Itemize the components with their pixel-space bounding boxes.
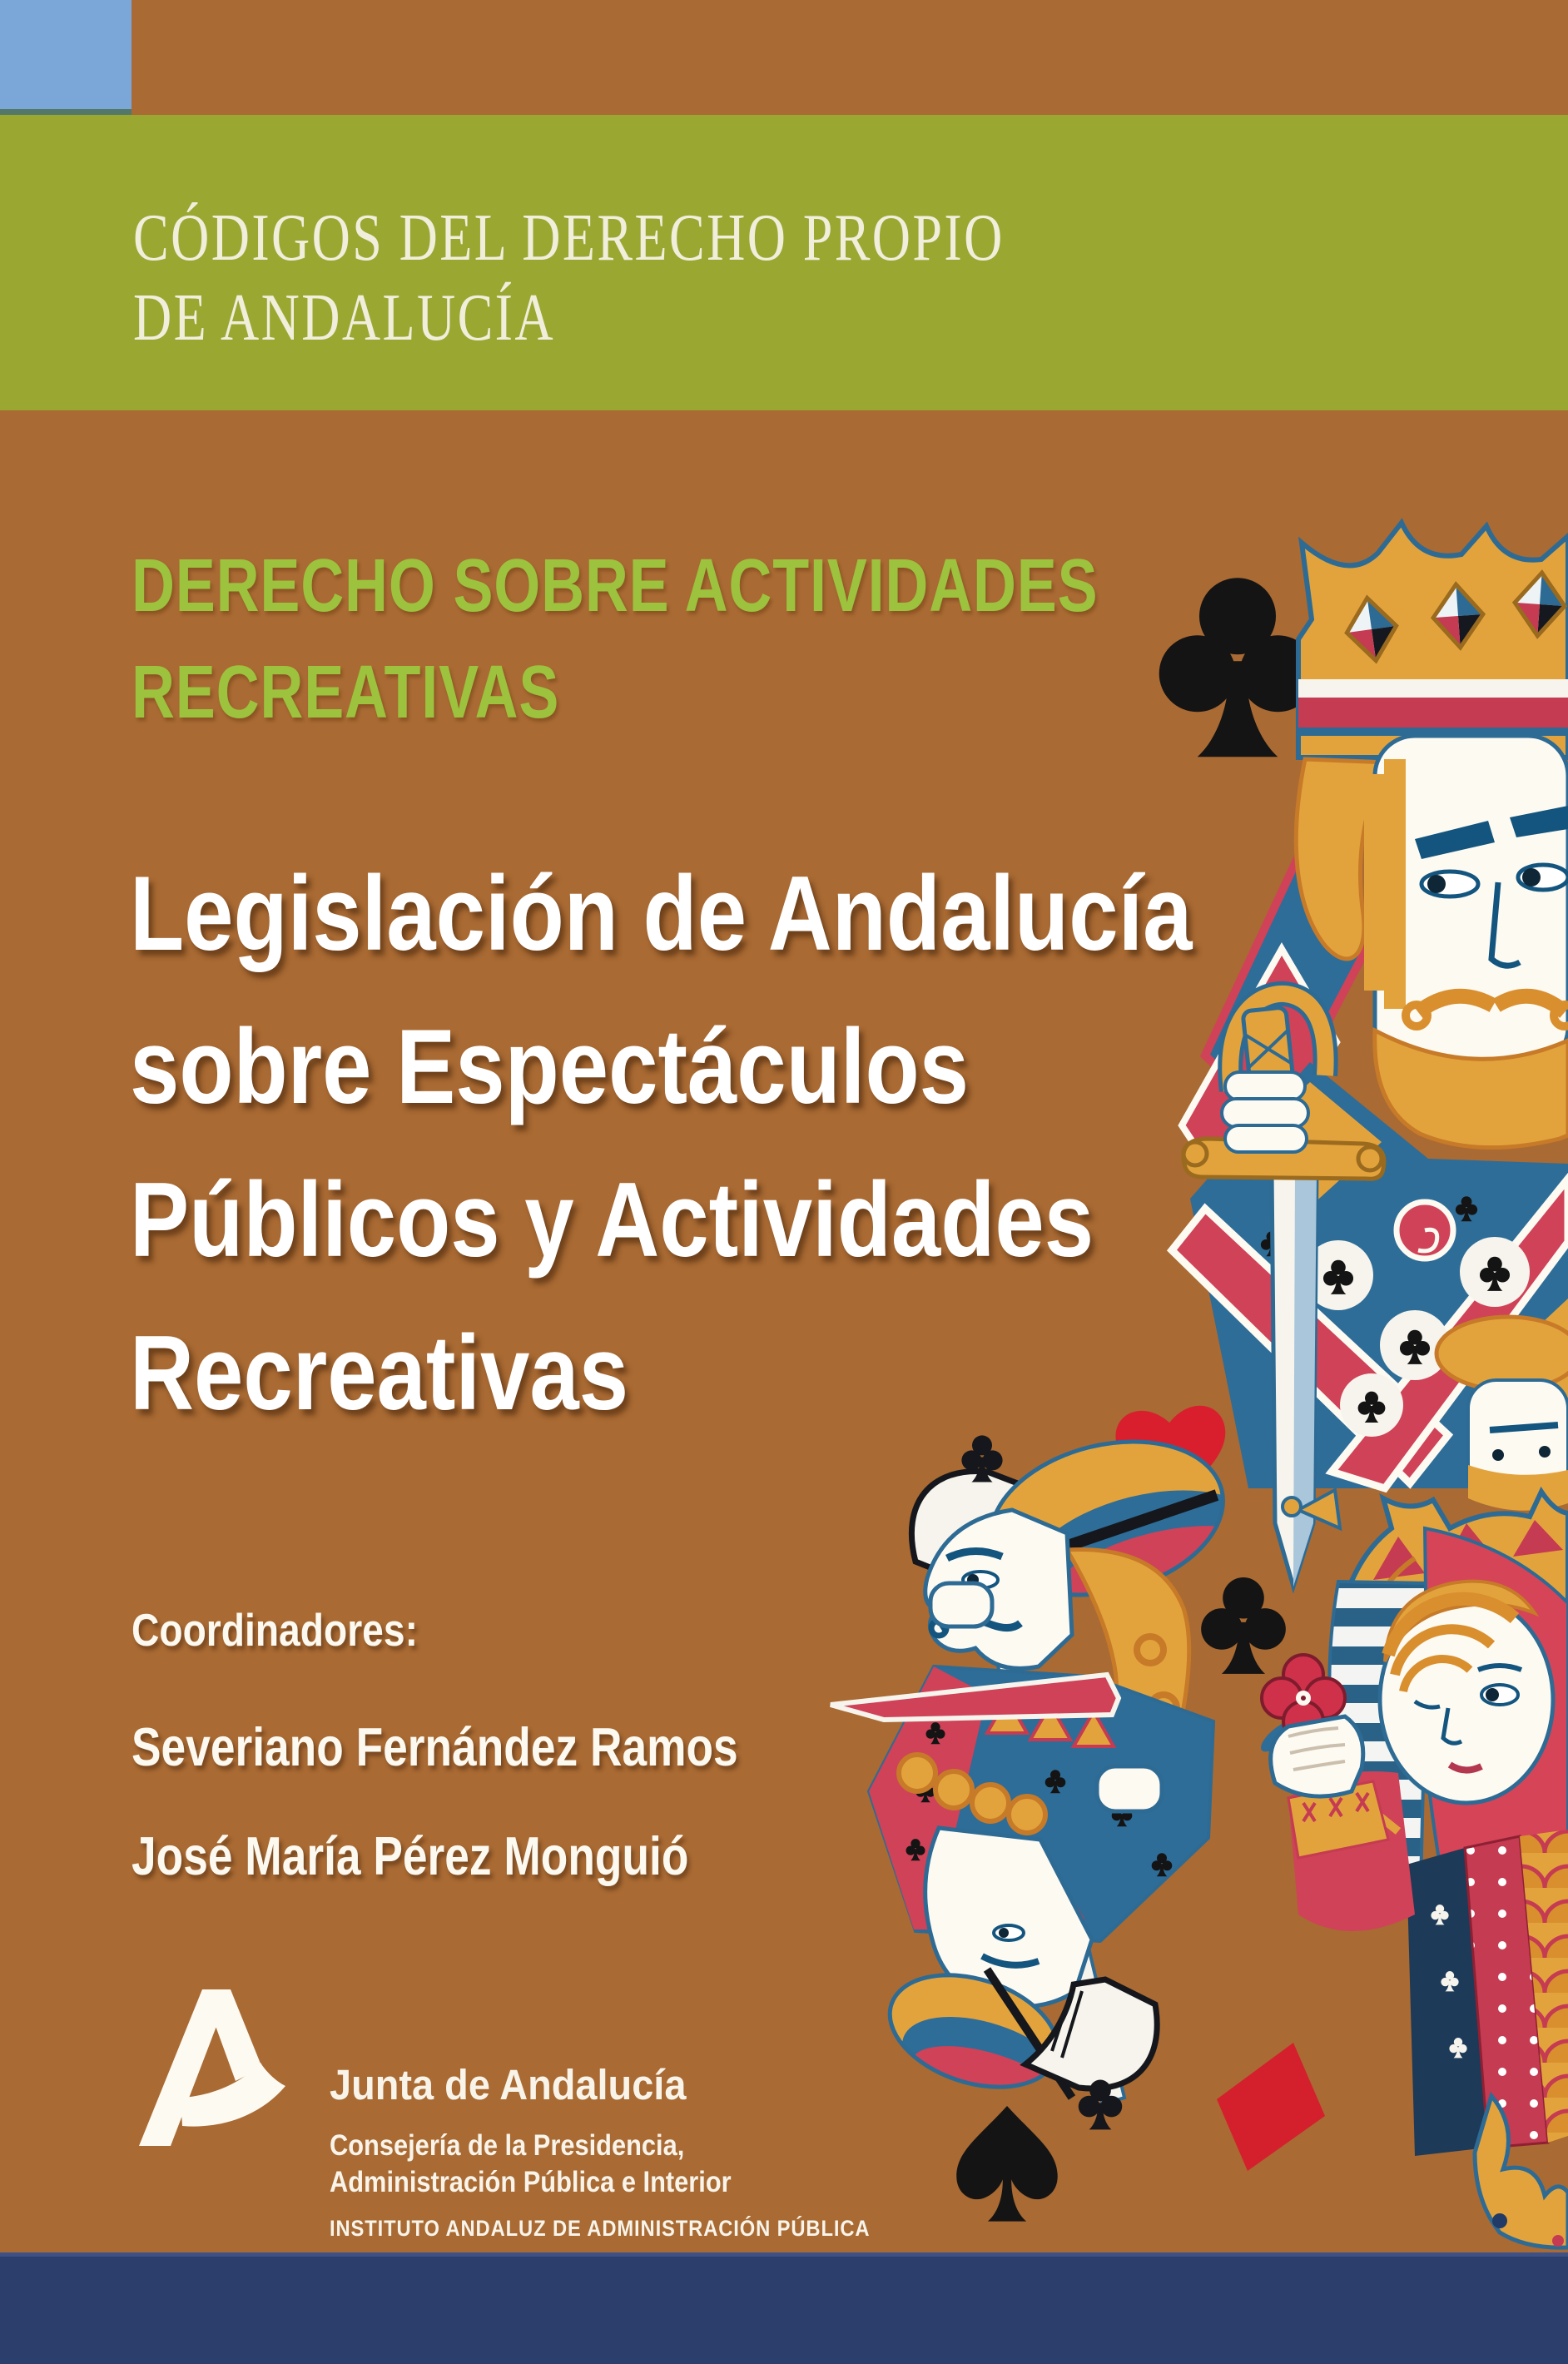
footer-band [0,2252,1568,2364]
publisher-department-line2: Administración Pública e Interior [330,2166,732,2198]
corner-blue-square [0,0,131,115]
jack-of-clubs-figure [831,1408,1297,2142]
coordinators-block [131,1602,871,1910]
coordinators-label: Coordinadores: [131,1604,418,1656]
series-title [133,198,1005,358]
playing-cards-illustration [816,466,1568,2256]
publisher-name: Junta de Andalucía [330,2061,687,2108]
book-title-line4: Recreativas [130,1314,629,1432]
book-title-line3: Públicos y Actividades [130,1160,1094,1279]
diamond-icon [1217,2043,1325,2171]
club-icon [1159,578,1317,757]
subject-heading-line1: DERECHO SOBRE ACTIVIDADES [131,544,1099,628]
coordinator-name-1: Severiano Fernández Ramos [131,1716,738,1777]
book-title-line2: sobre Espectáculos [130,1007,969,1125]
series-title-line2: DE ANDALUCÍA [133,281,555,355]
series-title-line1: CÓDIGOS DEL DERECHO PROPIO [133,201,1005,275]
club-icon [1201,1577,1286,1674]
series-band [0,115,1568,410]
book-title-line1: Legislación de Andalucía [130,854,1193,972]
junta-de-andalucia-logo-icon [129,1981,300,2146]
subject-heading-line2: RECREATIVAS [131,651,560,734]
publisher-department-line1: Consejería de la Presidencia, [330,2129,685,2162]
spade-icon [956,2106,1057,2222]
coordinator-name-2: José María Pérez Monguió [131,1825,689,1886]
publisher-institute: INSTITUTO ANDALUZ DE ADMINISTRACIÓN PÚBLICA [330,2216,871,2241]
